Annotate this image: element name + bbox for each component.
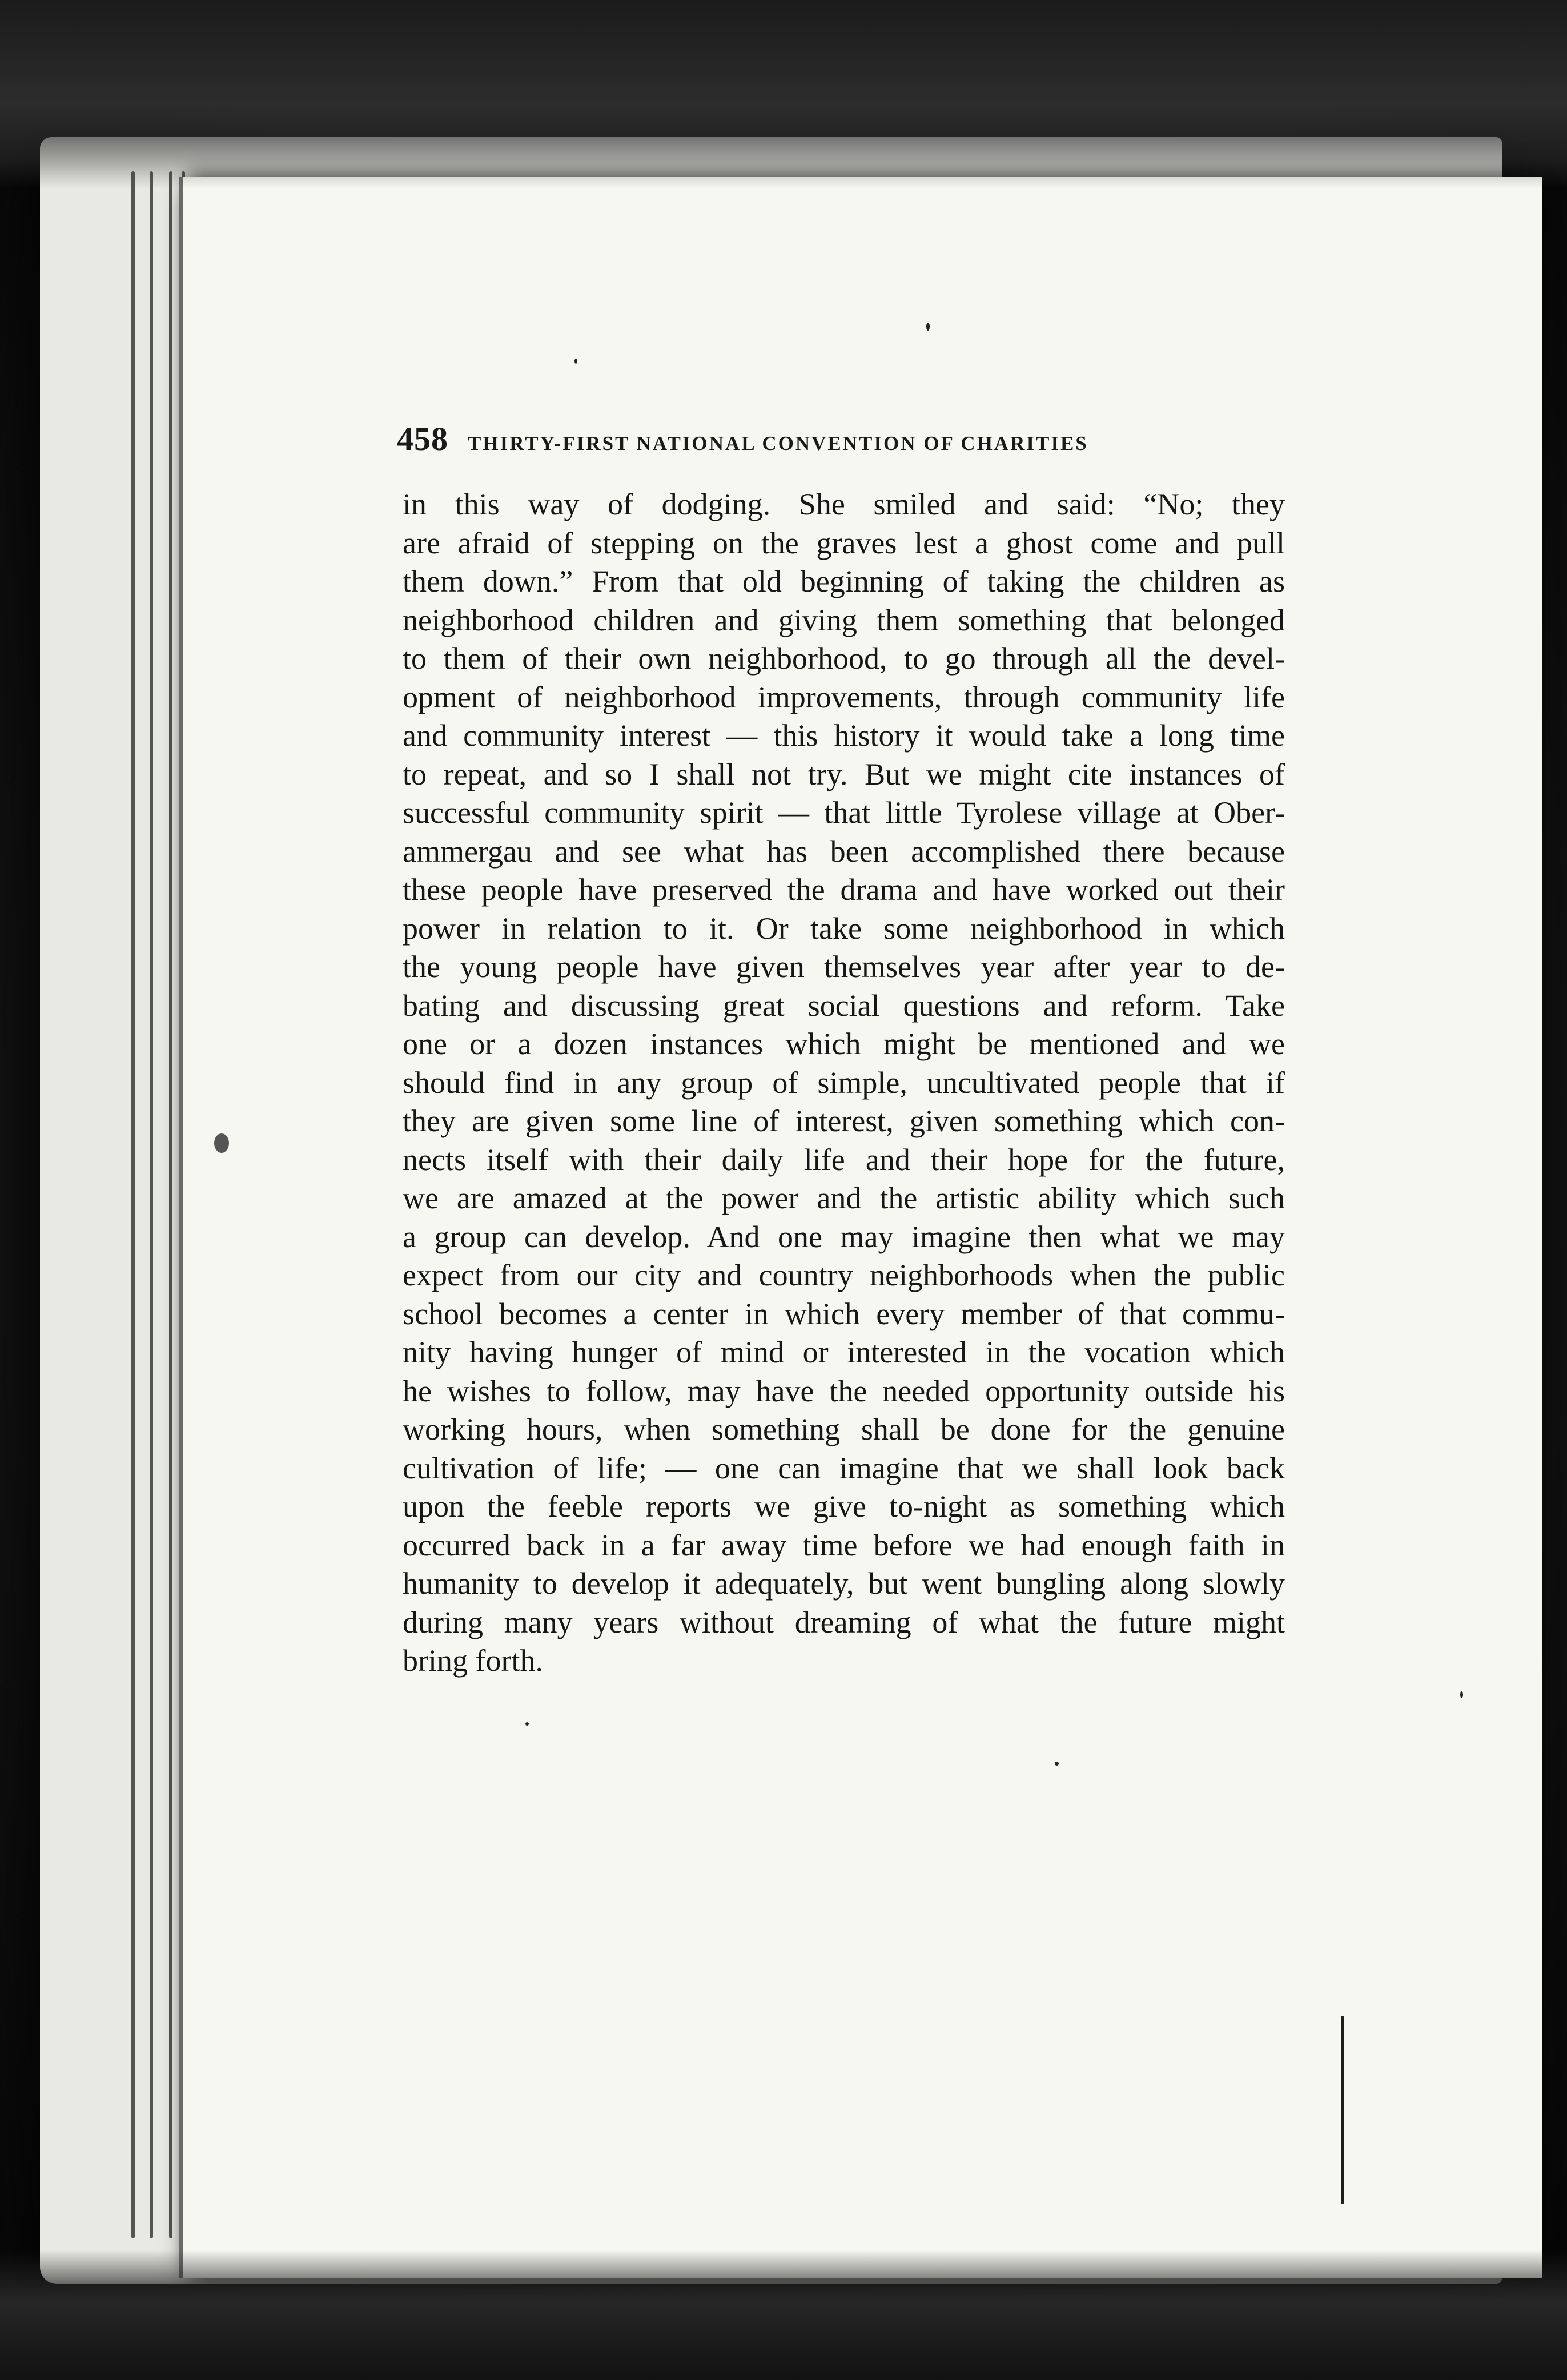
speck xyxy=(214,1133,229,1153)
text-line: they are given some line of interest, given something which con- xyxy=(403,1104,1285,1138)
text-line: during many years without dreaming of what the future might xyxy=(403,1605,1285,1639)
text-line: are afraid of stepping on the graves lest a ghost come and pull xyxy=(403,525,1285,560)
text-line: we are amazed at the power and the artistic ability which such xyxy=(403,1181,1285,1215)
text-line: to repeat, and so I shall not try. But we might cite instances of xyxy=(403,757,1285,791)
text-line: power in relation to it. Or take some neighborhood in which xyxy=(403,911,1285,946)
text-line: upon the feeble reports we give to-night as something which xyxy=(403,1489,1285,1523)
page-edge-line xyxy=(150,171,153,2238)
page-edge-line xyxy=(131,171,135,2238)
speck xyxy=(1055,1762,1059,1766)
text-line: a group can develop. And one may imagine then what we may xyxy=(403,1219,1285,1254)
text-line: them down.” From that old beginning of taking the children as xyxy=(403,564,1285,598)
speck xyxy=(926,323,930,331)
text-line: working hours, when something shall be done for the genuine xyxy=(403,1412,1285,1446)
text-line: nects itself with their daily life and their hope for the future, xyxy=(403,1142,1285,1177)
speck xyxy=(1460,1691,1463,1698)
text-line: and community interest — this history it would take a long time xyxy=(403,718,1285,753)
text-line: cultivation of life; — one can imagine that we shall look back xyxy=(403,1450,1285,1485)
page-header xyxy=(397,420,1276,460)
text-line: bating and discussing great social questions and reform. Take xyxy=(403,988,1285,1023)
text-line: the young people have given themselves year after year to de- xyxy=(403,950,1285,984)
speck xyxy=(574,359,577,364)
running-head: THIRTY-FIRST NATIONAL CONVENTION OF CHARITIES xyxy=(468,432,1088,455)
text-line: these people have preserved the drama and have worked out their xyxy=(403,873,1285,907)
margin-mark xyxy=(1341,2016,1344,2204)
text-line: one or a dozen instances which might be mentioned and we xyxy=(403,1027,1285,1061)
text-line: opment of neighborhood improvements, through community life xyxy=(403,680,1285,714)
page-number: 458 xyxy=(397,420,448,457)
text-line: he wishes to follow, may have the needed opportunity outside his xyxy=(403,1373,1285,1408)
text-line: successful community spirit — that little Tyrolese village at Ober- xyxy=(403,795,1285,830)
text-line: school becomes a center in which every member of that commu- xyxy=(403,1296,1285,1331)
text-line: in this way of dodging. She smiled and said: “No; they xyxy=(403,487,1285,521)
bottom-scan-shadow xyxy=(0,2250,1567,2380)
speck xyxy=(525,1722,529,1726)
text-line: humanity to develop it adequately, but went bungling along slowly xyxy=(403,1566,1285,1601)
page-edge-line xyxy=(169,171,172,2238)
text-line: occurred back in a far away time before we had enough faith in xyxy=(403,1527,1285,1562)
text-line-last: bring forth. xyxy=(403,1643,543,1678)
body-paragraph xyxy=(403,485,1285,1681)
text-line: should find in any group of simple, uncultivated people that if xyxy=(403,1065,1285,1100)
text-line: ammergau and see what has been accomplished there because xyxy=(403,834,1285,869)
text-line: nity having hunger of mind or interested in the vocation which xyxy=(403,1335,1285,1369)
text-line: neighborhood children and giving them something that belonged xyxy=(403,602,1285,637)
top-scan-shadow xyxy=(0,0,1567,188)
text-line: expect from our city and country neighborhoods when the public xyxy=(403,1258,1285,1292)
text-line: to them of their own neighborhood, to go through all the devel- xyxy=(403,641,1285,676)
